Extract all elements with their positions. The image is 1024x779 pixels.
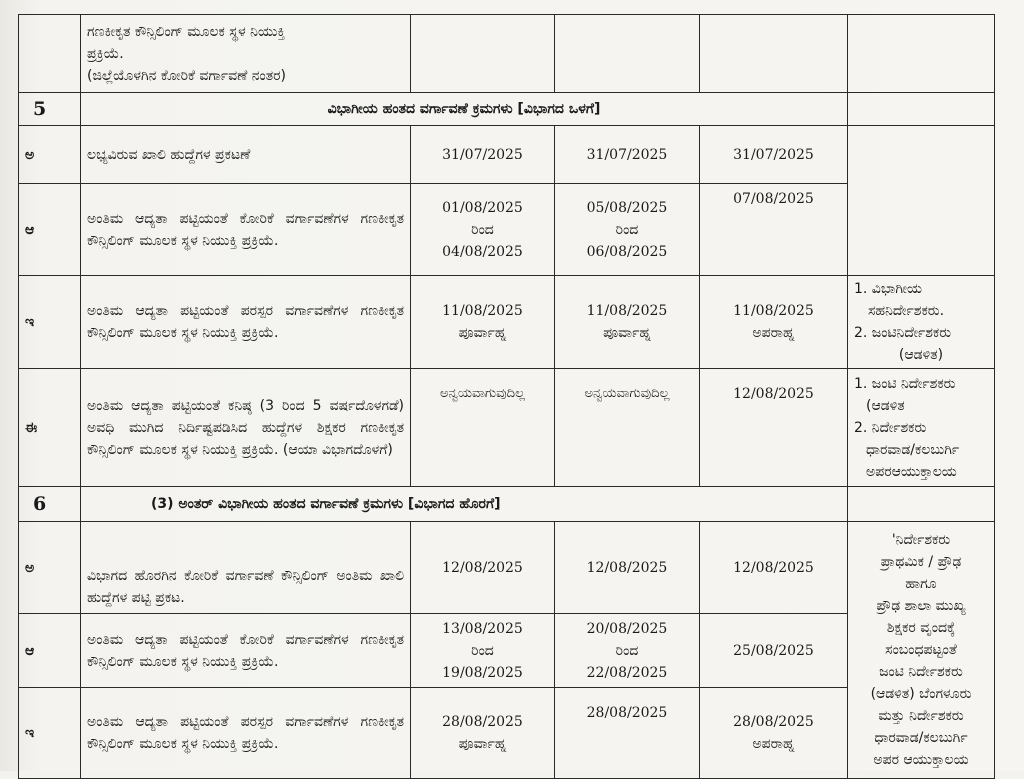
date-cell [555,276,700,369]
remark-cell [848,487,995,522]
row-number: ಇ [19,688,81,779]
session-text: ಪೂರ್ವಾಹ್ನ [458,736,507,752]
remark-line: (ಆಡಳಿತ) ಬೆಂಗಳೂರು [870,686,972,702]
date-cell: 12/08/2025 [700,369,848,487]
date-text: 04/08/2025 [442,243,523,260]
desc-line: ಗಣಕೀಕೃತ ಕೌನ್ಸಿಲಿಂಗ್ ಮೂಲಕ ಸ್ಥಳ ನಿಯುಕ್ತಿ [87,23,286,40]
desc-line: (ಜಿಲ್ಲೆಯೊಳಗಿನ ಕೋರಿಕೆ ವರ್ಗಾವಣೆ ನಂತರ) [87,67,287,84]
remark-line: 1. ಜಂಟಿ ನಿರ್ದೇಶಕರು [854,375,956,392]
date-cell [411,276,555,369]
row-description: ಅಂತಿಮ ಆದ್ಯತಾ ಪಟ್ಟಿಯಂತೆ ಪರಸ್ಪರ ವರ್ಗಾವಣೆಗಳ ಗಣಕೀಕೃತ ಕೌನ್ಸಿಲಿಂಗ್ ಮೂಲಕ ಸ್ಥಳ ನಿಯುಕ್ತಿ ಪ್ರಕ್ರಿಯೆ. [81,688,411,779]
date-text: ರಿಂದ [615,642,639,659]
date-text: ರಿಂದ [471,221,494,238]
row-description: ಲಭ್ಯವಿರುವ ಖಾಲಿ ಹುದ್ದೆಗಳ ಪ್ರಕಟಣೆ [81,126,411,184]
date-cell: 07/08/2025 [700,184,848,276]
row-description: ಅಂತಿಮ ಆದ್ಯತಾ ಪಟ್ಟಿಯಂತೆ ಕೋರಿಕೆ ವರ್ಗಾವಣೆಗಳ ಗಣಕೀಕೃತ ಕೌನ್ಸಿಲಿಂಗ್ ಮೂಲಕ ಸ್ಥಳ ನಿಯುಕ್ತಿ ಪ್ರಕ್ರಿಯೆ. [81,614,411,688]
date-text: 01/08/2025 [442,199,523,216]
date-text: ರಿಂದ [471,642,494,659]
remark-line: ಮತ್ತು ನಿರ್ದೇಶಕರು [878,708,964,724]
section-title: ವಿಭಾಗೀಯ ಹಂತದ ವರ್ಗಾವಣೆ ಕ್ರಮಗಳು [ವಿಭಾಗದ ಒಳಗೆ] [81,93,848,126]
date-text: 28/08/2025 [442,714,523,730]
date-cell [700,15,848,93]
session-text: ಪೂರ್ವಾಹ್ನ [603,325,651,341]
section-number: 5 [19,93,81,126]
section-header-row [19,487,995,522]
date-text: 11/08/2025 [586,303,668,319]
table-row [19,276,995,369]
date-range-cell [411,184,555,276]
date-cell: ಅನ್ವಯವಾಗುವುದಿಲ್ಲ [411,369,555,487]
remark-line: ಧಾರವಾಡ/ಕಲಬುರ್ಗಿ [874,730,968,746]
row-description [81,15,411,93]
row-description: ಅಂತಿಮ ಆದ್ಯತಾ ಪಟ್ಟಿಯಂತೆ ಕನಿಷ್ಠ (3 ರಿಂದ 5 ವರ್ಷದೊಳಗಡೆ) ಅವಧಿ ಮುಗಿದ ನಿರ್ದಿಷ್ಟಪಡಿಸಿದ ಹುದ್ದೆಗಳ ಶಿಕ್ಷಕರ ಗಣಕೀಕೃತ ಕೌನ್ಸಿಲಿಂಗ್ ಮೂಲಕ ಸ್ಥಳ ನಿಯುಕ್ತಿ ಪ್ರಕ್ರಿಯೆ. (ಆಯಾ ವಿಭಾಗದೊಳಗೆ) [81,369,411,487]
date-range-cell [555,614,700,688]
remark-line: ಪ್ರೌಢ ಶಾಲಾ ಮುಖ್ಯ [876,598,966,614]
date-text: 06/08/2025 [586,243,668,260]
date-text: 28/08/2025 [733,714,814,730]
date-cell: 12/08/2025 [411,522,555,614]
date-cell: 31/07/2025 [555,126,700,184]
section-number: 6 [19,487,81,522]
date-cell: 31/07/2025 [411,126,555,184]
remark-line: 'ನಿರ್ದೇಶಕರು [891,532,951,548]
table-row [19,522,995,614]
remark-line: ಹಾಗೂ [905,576,937,592]
date-text: 22/08/2025 [586,664,668,681]
section-header-row [19,93,995,126]
remark-line: (ಆಡಳಿತ) [898,347,944,363]
row-number: ಅ [19,522,81,614]
date-text: 20/08/2025 [586,620,668,637]
date-text: ರಿಂದ [615,221,639,238]
date-cell: ಅನ್ವಯವಾಗುವುದಿಲ್ಲ [555,369,700,487]
date-text: 11/08/2025 [442,303,523,319]
remark-line: ಪ್ರಾಥಮಿಕ / ಪ್ರೌಢ [880,554,962,570]
row-number: ಆ [19,184,81,276]
remark-cell [848,276,995,369]
date-cell: 31/07/2025 [700,126,848,184]
row-number-cell [19,15,81,93]
remark-line: ಶಿಕ್ಷಕರ ವೃಂದಕ್ಕೆ [886,620,956,636]
remark-line: ಜಂಟಿ ನಿರ್ದೇಶಕರು [879,664,963,680]
session-text: ಅಪರಾಹ್ನ [752,325,795,341]
date-text: 11/08/2025 [733,303,814,319]
remark-line: ಸಂಬಂಧಪಟ್ಟಂತೆ [885,642,957,658]
remark-line: ಸಹನಿರ್ದೇಶಕರು. [868,303,945,319]
date-cell [411,15,555,93]
date-range-cell [555,184,700,276]
remark-cell [848,369,995,487]
date-cell [700,276,848,369]
remark-line: 2. ನಿರ್ದೇಶಕರು [854,419,927,436]
table-row [19,369,995,487]
remark-line: ಧಾರವಾಡ/ಕಲಬುರ್ಗಿ [866,441,960,458]
row-number: ಆ [19,614,81,688]
date-range-cell [411,614,555,688]
remark-cell [848,126,995,276]
row-number: ಇ [19,276,81,369]
remark-line: 1. ವಿಭಾಗೀಯ [854,281,923,297]
transfer-schedule-table [18,14,995,779]
date-text: 13/08/2025 [442,620,523,637]
date-cell: 12/08/2025 [700,522,848,614]
date-text: 05/08/2025 [586,199,668,216]
date-cell: 12/08/2025 [555,522,700,614]
remark-cell [848,522,995,779]
session-text: ಅಪರಾಹ್ನ [752,736,795,752]
row-number: ಅ [19,126,81,184]
date-cell [555,15,700,93]
row-description: ಅಂತಿಮ ಆದ್ಯತಾ ಪಟ್ಟಿಯಂತೆ ಪರಸ್ಪರ ವರ್ಗಾವಣೆಗಳ ಗಣಕೀಕೃತ ಕೌನ್ಸಿಲಿಂಗ್ ಮೂಲಕ ಸ್ಥಳ ನಿಯುಕ್ತಿ ಪ್ರಕ್ರಿಯೆ. [81,276,411,369]
remark-cell [848,93,995,126]
remark-line: ಅಪರ ಆಯುಕ್ತಾಲಯ [873,752,969,768]
remark-cell [848,15,995,93]
row-description: ವಿಭಾಗದ ಹೊರಗಿನ ಕೋರಿಕೆ ವರ್ಗಾವಣೆ ಕೌನ್ಸಿಲಿಂಗ್ ಅಂತಿಮ ಖಾಲಿ ಹುದ್ದೆಗಳ ಪಟ್ಟಿ ಪ್ರಕಟ. [81,522,411,614]
row-description: ಅಂತಿಮ ಆದ್ಯತಾ ಪಟ್ಟಿಯಂತೆ ಕೋರಿಕೆ ವರ್ಗಾವಣೆಗಳ ಗಣಕೀಕೃತ ಕೌನ್ಸಿಲಿಂಗ್ ಮೂಲಕ ಸ್ಥಳ ನಿಯುಕ್ತಿ ಪ್ರಕ್ರಿಯೆ. [81,184,411,276]
date-cell: 25/08/2025 [700,614,848,688]
date-text: 19/08/2025 [442,664,523,681]
table-row [19,15,995,93]
date-cell [411,688,555,779]
remark-line: (ಆಡಳಿತ [866,397,905,414]
section-title: (3) ಅಂತರ್ ವಿಭಾಗೀಯ ಹಂತದ ವರ್ಗಾವಣೆ ಕ್ರಮಗಳು [ವಿಭಾಗದ ಹೊರಗೆ] [81,487,848,522]
date-cell: 28/08/2025 [555,688,700,779]
date-cell [700,688,848,779]
table-row [19,126,995,184]
remark-line: ಅಪರಆಯುಕ್ತಾಲಯ [866,463,957,480]
row-number: ಈ [19,369,81,487]
session-text: ಪೂರ್ವಾಹ್ನ [458,325,507,341]
desc-line: ಪ್ರಕ್ರಿಯೆ. [87,45,124,62]
remark-line: 2. ಜಂಟಿನಿರ್ದೇಶಕರು [854,325,952,341]
